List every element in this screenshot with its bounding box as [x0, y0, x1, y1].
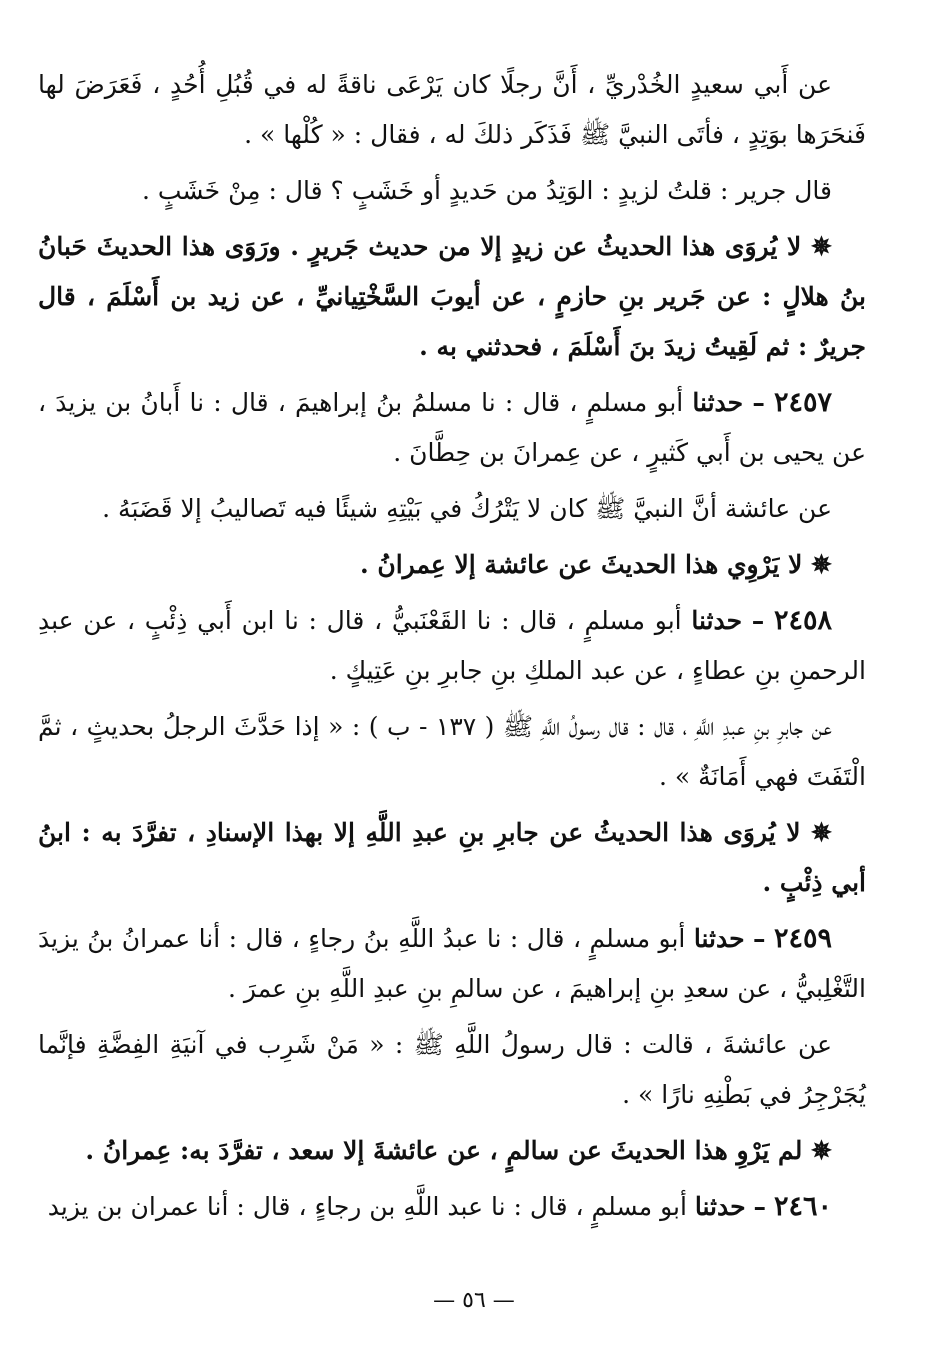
- hadith-number: ٢٤٦٠: [773, 1191, 832, 1222]
- dash-separator: –: [751, 606, 765, 635]
- hadith-chain-text: أبو مسلمٍ ، قال : نا مسلمُ بنُ إبراهيمَ ، قال : نا أَبانُ بن يزيدَ ، عن يحيى بن أَبي كَثيرٍ ، عن عِمرانَ بن حِطَّانَ .: [38, 388, 866, 467]
- hadith-number: ٢٤٥٧: [774, 387, 833, 418]
- hadith-chain-text: أبو مسلمٍ ، قال : نا القَعْنَبيُّ ، قال : نا ابن أَبي ذِئْبٍ ، عن عبدِ الرحمنِ بنِ عطاءٍ ، عن عبد الملكِ بنِ جابرِ بنِ عَتِيكٍ .: [38, 606, 866, 685]
- dash-separator: –: [753, 924, 766, 953]
- note-text: لا يُروَى هذا الحديثُ عن زيدٍ إلا من حديث جَريرٍ . ورَوَى هذا الحديثَ حَبانُ بنُ هلالٍ : عن جَرير بنِ حازمٍ ، عن أيوبَ السَّخْتِيانيِّ ، عن زيد بن أَسْلَمَ ، قال جريرٌ : ثم لَقِيتُ زيدَ بنَ أَسْلَمَ ، فحدثني به .: [38, 232, 866, 361]
- text-paragraph: [38, 60, 866, 160]
- haddathana-word: حدثنا: [694, 1192, 746, 1221]
- hadith-number: ٢٤٥٩: [773, 923, 832, 954]
- hadith-chain-text: أبو مسلمٍ ، قال : نا عبدُ اللَّهِ بنُ رجاءٍ ، قال : أنا عمرانُ بنُ يزيدَ التَّغْلِبيُّ ، عن سعدِ بنِ إبراهيمَ ، عن سالمِ بنِ عبدِ اللَّهِ بنِ عمرَ .: [38, 924, 866, 1003]
- star-icon: ✵: [811, 818, 832, 847]
- paragraph-text: عن عائشةَ ، قالت : قال رسولُ اللَّهِ ﷺ : « مَنْ شَرِب في آنيَةِ الفِضَّةِ فإنَّما يُجَرْجِرُ في بَطْنِهِ نارًا » .: [38, 1030, 866, 1109]
- hadith-entry: [38, 378, 866, 478]
- page-body: [38, 60, 866, 1238]
- hadith-chain-text: أبو مسلمٍ ، قال : نا عبد اللَّهِ بن رجاءٍ ، قال : أنا عمران بن يزيد: [47, 1192, 687, 1221]
- dash-separator: –: [752, 388, 765, 417]
- dash-separator: –: [753, 1192, 767, 1221]
- commentary-note: [38, 540, 866, 590]
- star-icon: ✵: [811, 550, 832, 579]
- hadith-number: ٢٤٥٨: [773, 605, 832, 636]
- text-paragraph: [38, 166, 866, 216]
- haddathana-word: حدثنا: [693, 924, 745, 953]
- haddathana-word: حدثنا: [691, 606, 743, 635]
- hadith-entry: [38, 1182, 866, 1232]
- hadith-entry: [38, 596, 866, 696]
- paragraph-text: عن أَبي سعيدٍ الخُدْريِّ ، أَنَّ رجلًا كان يَرْعَى ناقةً له في قُبُلِ أُحُدٍ ، فَعَرَضَ لها فَنحَرَها بوَتِدٍ ، فأتَى النبيَّ ﷺ فَذَكَر ذلكَ له ، فقال : « كُلْها » .: [38, 70, 866, 149]
- star-icon: ✵: [811, 232, 832, 261]
- star-icon: ✵: [811, 1136, 832, 1165]
- haddathana-word: حدثنا: [692, 388, 744, 417]
- text-paragraph: [38, 702, 866, 802]
- hadith-entry: [38, 914, 866, 1014]
- commentary-note: [38, 808, 866, 908]
- commentary-note: [38, 222, 866, 372]
- note-text: لا يَرْوِي هذا الحديثَ عن عائشة إلا عِمرانُ .: [359, 550, 803, 579]
- page-number: — ٥٦ —: [433, 1288, 515, 1313]
- text-paragraph: [38, 484, 866, 534]
- paragraph-text: عن جابرِ بنِ عبدِ اللَّهِ ، قال : قال رسولُ اللَّهِ ﷺ ( ١٣٧ - ب ) : « إذا حَدَّثَ الرجلُ بحديثٍ ، ثمَّ الْتَفَتَ فهي أَمَانَةٌ » .: [38, 712, 866, 791]
- note-text: لم يَرْوِ هذا الحديثَ عن سالمٍ ، عن عائشةَ إلا سعد ، تفرَّدَ به: عِمرانُ .: [85, 1136, 803, 1165]
- note-text: لا يُروَى هذا الحديثُ عن جابرِ بنِ عبدِ اللَّهِ إلا بهذا الإسنادِ ، تفرَّدَ به : ابنُ أبي ذِئْبٍ .: [38, 818, 866, 897]
- text-paragraph: [38, 1020, 866, 1120]
- paragraph-text: قال جرير : قلتُ لزيدٍ : الوَتِدُ من حَديدٍ أو خَشَبٍ ؟ قال : مِنْ خَشَبٍ .: [141, 176, 832, 205]
- paragraph-text: عن عائشة أنَّ النبيَّ ﷺ كان لا يَتْرُكُ في بَيْتِهِ شيئًا فيه تَصاليبُ إلا قَضَبَهُ .: [102, 494, 832, 523]
- commentary-note: [38, 1126, 866, 1176]
